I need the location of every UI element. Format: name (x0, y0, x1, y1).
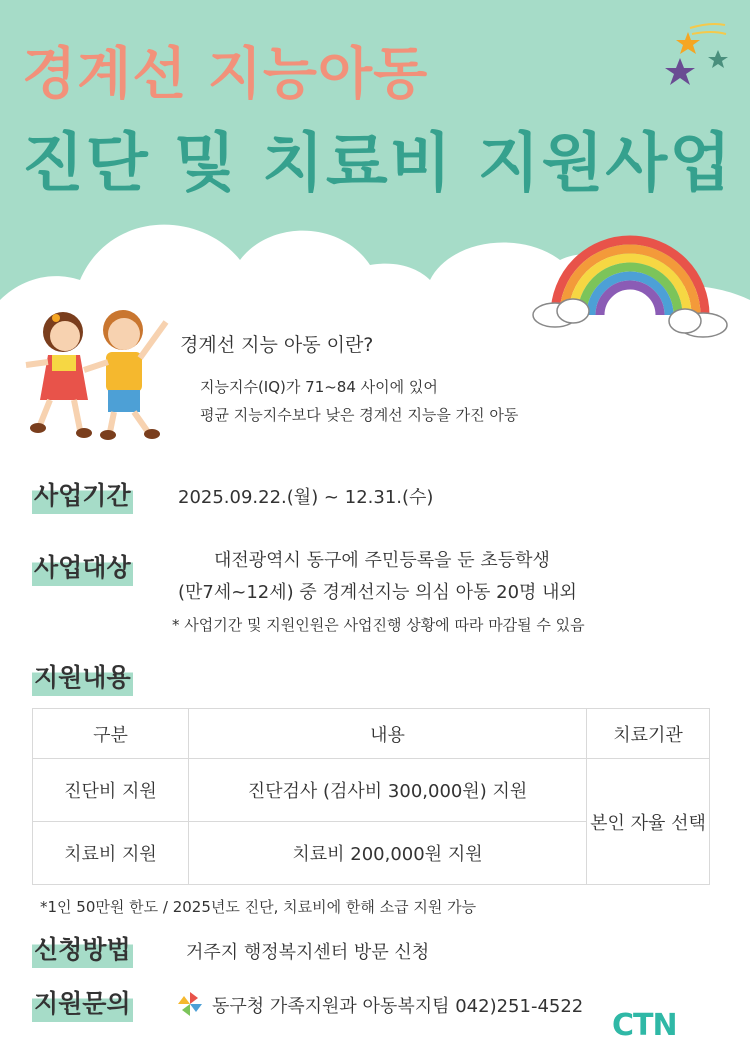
table-header-row (33, 709, 710, 759)
children-illustration (18, 300, 173, 445)
row-content: 치료비 200,000원 지원 (189, 822, 587, 885)
intro-line-2: 평균 지능지수보다 낮은 경계선 지능을 가진 아동 (200, 406, 519, 424)
apply-value: 거주지 행정복지센터 방문 신청 (186, 942, 430, 963)
institution-cell: 본인 자율 선택 (587, 759, 710, 885)
table-header: 치료기관 (587, 709, 710, 759)
target-line-2: (만7세~12세) 중 경계선지능 의심 아동 20명 내외 (178, 582, 577, 603)
table-header: 구분 (33, 709, 189, 759)
pinwheel-icon (176, 990, 204, 1018)
stars-icon (660, 20, 740, 100)
support-note: *1인 50만원 한도 / 2025년도 진단, 치료비에 한해 소급 지원 가능 (40, 898, 477, 916)
support-table (32, 708, 710, 885)
inquiry-value: 동구청 가족지원과 아동복지팀 042)251-4522 (212, 996, 584, 1017)
support-label: 지원내용 (32, 660, 133, 696)
period-label: 사업기간 (32, 478, 133, 514)
table-row (33, 759, 710, 822)
period-value: 2025.09.22.(월) ~ 12.31.(수) (178, 487, 434, 508)
table-header: 내용 (189, 709, 587, 759)
row-category: 치료비 지원 (33, 822, 189, 885)
target-label: 사업대상 (32, 550, 133, 586)
title-line-1: 경계선 지능아동 (22, 42, 429, 107)
title-line-2: 진단 및 치료비 지원사업 (22, 127, 734, 201)
intro-line-1: 지능지수(IQ)가 71~84 사이에 있어 (200, 378, 438, 396)
apply-label: 신청방법 (32, 932, 133, 968)
rainbow-icon (525, 235, 735, 345)
intro-question: 경계선 지능 아동 이란? (180, 334, 374, 356)
inquiry-label: 지원문의 (32, 986, 133, 1022)
target-note: * 사업기간 및 지원인원은 사업진행 상황에 따라 마감될 수 있음 (172, 616, 585, 634)
row-category: 진단비 지원 (33, 759, 189, 822)
row-content: 진단검사 (검사비 300,000원) 지원 (189, 759, 587, 822)
ctn-logo: CTN (612, 1008, 677, 1043)
target-line-1: 대전광역시 동구에 주민등록을 둔 초등학생 (214, 550, 550, 571)
